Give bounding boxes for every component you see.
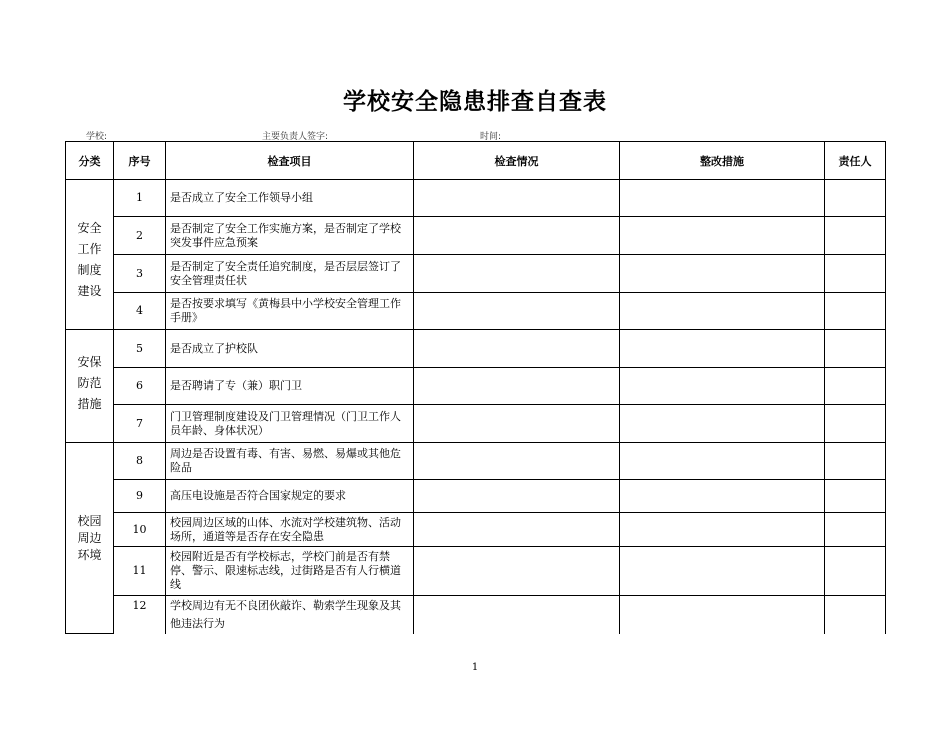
row-number: 11 <box>114 547 166 596</box>
measures-cell[interactable] <box>620 405 825 443</box>
status-cell[interactable] <box>414 513 620 547</box>
row-item: 是否制定了安全工作实施方案，是否制定了学校突发事件应急预案 <box>166 217 414 255</box>
measures-cell[interactable] <box>620 330 825 368</box>
table-row <box>66 180 886 217</box>
responsible-cell[interactable] <box>825 368 886 405</box>
category-label: 安全工作制度建设 <box>77 220 102 298</box>
table-row <box>66 513 886 547</box>
row-item: 学校周边有无不良团伙敲诈、勒索学生现象及其他违法行为 <box>166 596 414 634</box>
responsible-cell[interactable] <box>825 547 886 596</box>
responsible-cell[interactable] <box>825 180 886 217</box>
document-title: 学校安全隐患排查自查表 <box>343 88 607 115</box>
row-item: 是否成立了护校队 <box>166 330 414 368</box>
status-cell[interactable] <box>414 217 620 255</box>
status-cell[interactable] <box>414 596 620 634</box>
table-row <box>66 368 886 405</box>
table-row <box>66 255 886 293</box>
header-rectification-measures: 整改措施 <box>620 142 825 180</box>
school-label: 学校: <box>86 132 108 142</box>
row-item: 周边是否设置有毒、有害、易燃、易爆或其他危险品 <box>166 443 414 480</box>
measures-cell[interactable] <box>620 217 825 255</box>
row-number: 9 <box>114 480 166 513</box>
row-item: 是否聘请了专（兼）职门卫 <box>166 368 414 405</box>
table-row <box>66 443 886 480</box>
header-number: 序号 <box>114 142 166 180</box>
responsible-cell[interactable] <box>825 480 886 513</box>
row-number: 8 <box>114 443 166 480</box>
measures-cell[interactable] <box>620 547 825 596</box>
row-item: 校园附近是否有学校标志，学校门前是否有禁停、警示、限速标志线，过街路是否有人行横道线 <box>166 547 414 596</box>
status-cell[interactable] <box>414 443 620 480</box>
measures-cell[interactable] <box>620 180 825 217</box>
category-label: 校园周边环境 <box>77 513 102 562</box>
table-row <box>66 596 886 634</box>
page-number: 1 <box>471 662 479 673</box>
table-row <box>66 405 886 443</box>
row-item: 是否制定了安全责任追究制度，是否层层签订了安全管理责任状 <box>166 255 414 293</box>
status-cell[interactable] <box>414 547 620 596</box>
principal-signature-label: 主要负责人签字: <box>262 132 329 142</box>
measures-cell[interactable] <box>620 480 825 513</box>
table-row <box>66 217 886 255</box>
row-item: 校园周边区域的山体、水流对学校建筑物、活动场所，通道等是否存在安全隐患 <box>166 513 414 547</box>
measures-cell[interactable] <box>620 443 825 480</box>
status-cell[interactable] <box>414 330 620 368</box>
table-row <box>66 547 886 596</box>
status-cell[interactable] <box>414 180 620 217</box>
measures-cell[interactable] <box>620 255 825 293</box>
row-item: 是否成立了安全工作领导小组 <box>166 180 414 217</box>
category-campus-surroundings <box>66 443 114 634</box>
category-label: 安保防范措施 <box>77 354 102 411</box>
row-item: 门卫管理制度建设及门卫管理情况（门卫工作人员年龄、身体状况） <box>166 405 414 443</box>
row-number: 2 <box>114 217 166 255</box>
row-number: 1 <box>114 180 166 217</box>
row-item: 高压电设施是否符合国家规定的要求 <box>166 480 414 513</box>
responsible-cell[interactable] <box>825 255 886 293</box>
row-item: 是否按要求填写《黄梅县中小学校安全管理工作手册》 <box>166 293 414 330</box>
responsible-cell[interactable] <box>825 293 886 330</box>
responsible-cell[interactable] <box>825 596 886 634</box>
row-number: 5 <box>114 330 166 368</box>
row-number: 6 <box>114 368 166 405</box>
responsible-cell[interactable] <box>825 405 886 443</box>
table-row <box>66 480 886 513</box>
header-inspection-item: 检查项目 <box>166 142 414 180</box>
table-header-row <box>66 142 886 180</box>
responsible-cell[interactable] <box>825 217 886 255</box>
header-category: 分类 <box>66 142 114 180</box>
responsible-cell[interactable] <box>825 443 886 480</box>
category-safety-system <box>66 180 114 330</box>
status-cell[interactable] <box>414 293 620 330</box>
row-number: 4 <box>114 293 166 330</box>
measures-cell[interactable] <box>620 596 825 634</box>
status-cell[interactable] <box>414 405 620 443</box>
status-cell[interactable] <box>414 480 620 513</box>
header-responsible-person: 责任人 <box>825 142 886 180</box>
status-cell[interactable] <box>414 255 620 293</box>
measures-cell[interactable] <box>620 293 825 330</box>
row-number: 10 <box>114 513 166 547</box>
row-number: 7 <box>114 405 166 443</box>
measures-cell[interactable] <box>620 513 825 547</box>
status-cell[interactable] <box>414 368 620 405</box>
header-inspection-status: 检查情况 <box>414 142 620 180</box>
inspection-table <box>65 141 886 634</box>
table-row <box>66 293 886 330</box>
row-number: 12 <box>114 596 166 634</box>
measures-cell[interactable] <box>620 368 825 405</box>
row-number: 3 <box>114 255 166 293</box>
category-security-measures <box>66 330 114 443</box>
time-label: 时间: <box>480 132 502 142</box>
responsible-cell[interactable] <box>825 513 886 547</box>
table-row <box>66 330 886 368</box>
responsible-cell[interactable] <box>825 330 886 368</box>
